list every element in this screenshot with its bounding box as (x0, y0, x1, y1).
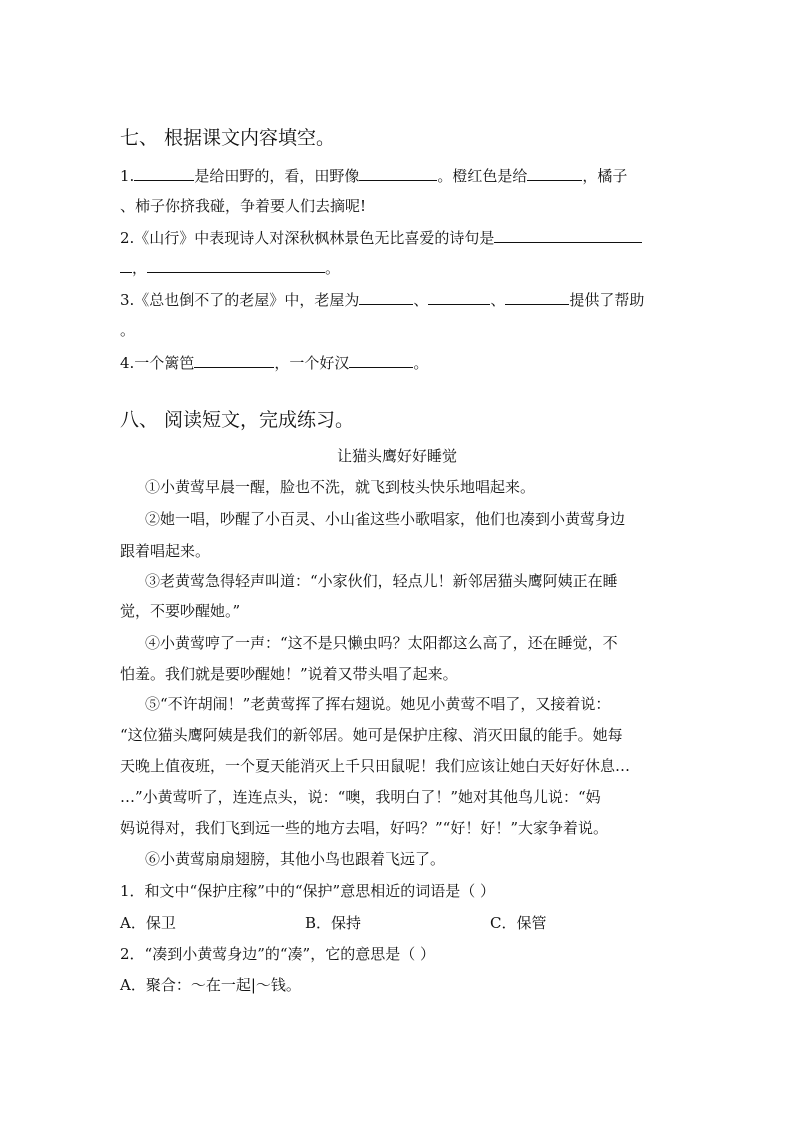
passage-line: “这位猫头鹰阿姨是我们的新邻居。她可是保护庄稼、消灭田鼠的能手。她每 (120, 726, 623, 744)
question-1: 1．和文中“保护庄稼”中的“保护”意思相近的词语是（ ） (120, 882, 495, 900)
fill-blank[interactable] (147, 258, 325, 273)
q7-3-line1: 3.《总也倒不了的老屋》中，老屋为 、 、 提供了帮助 (120, 291, 645, 309)
q7-2-line1: 2.《山行》中表现诗人对深秋枫林景色无比喜爱的诗句是 (120, 228, 680, 248)
passage-line: ④小黄莺哼了一声：“这不是只懒虫吗？太阳都这么高了，还在睡觉，不 (145, 634, 618, 652)
q7-3-line2: 。 (120, 321, 136, 339)
option-c[interactable]: C．保管 (490, 914, 547, 932)
section7-heading: 七、 根据课文内容填空。 (120, 127, 336, 149)
passage-line: 妈说得对，我们飞到远一些的地方去唱，好吗？”“好！好！”大家争着说。 (120, 819, 609, 837)
q7-2-line2: ， 。 (120, 258, 680, 278)
question-2: 2．“凑到小黄莺身边”的“凑”，它的意思是（ ） (120, 945, 435, 963)
q7-4-line: 4.一个篱笆 ，一个好汉 。 (120, 354, 429, 372)
q7-1-line2: 、柿子你挤我碰，争着要人们去摘呢! (120, 197, 367, 215)
passage-line: 觉，不要吵醒她。” (120, 602, 241, 620)
passage-line: ⑥小黄莺扇扇翅膀，其他小鸟也跟着飞远了。 (145, 850, 446, 868)
passage-line: …”小黄莺听了，连连点头，说：“噢，我明白了！”她对其他鸟儿说：“妈 (120, 788, 601, 806)
passage-line: ①小黄莺早晨一醒，脸也不洗，就飞到枝头快乐地唱起来。 (145, 478, 536, 496)
question-1-options (120, 913, 680, 933)
option-a[interactable]: A．保卫 (120, 914, 176, 932)
question-2-option-a[interactable]: A．聚合：～在一起|～钱。 (120, 976, 301, 994)
passage-line: ②她一唱，吵醒了小百灵、小山雀这些小歌唱家，他们也凑到小黄莺身边 (145, 510, 626, 528)
option-b[interactable]: B．保持 (305, 914, 362, 932)
fill-blank[interactable] (134, 166, 194, 181)
fill-blank[interactable] (428, 290, 490, 305)
fill-blank[interactable] (494, 228, 642, 243)
passage-line: ⑤“不许胡闹！”老黄莺挥了挥右翅说。她见小黄莺不唱了，又接着说： (145, 695, 611, 713)
fill-blank[interactable] (359, 166, 437, 181)
passage-line: 跟着唱起来。 (120, 542, 211, 560)
passage-title: 让猫头鹰好好睡觉 (336, 447, 457, 465)
section8-heading: 八、 阅读短文，完成练习。 (120, 409, 355, 431)
q7-1-line1: 1. 是给田野的，看，田野像 。橙红色是给 ，橘子 (120, 167, 628, 185)
fill-blank[interactable] (194, 353, 274, 368)
passage-line: ③老黄莺急得轻声叫道：“小家伙们，轻点儿！新邻居猫头鹰阿姨正在睡 (145, 572, 618, 590)
fill-blank[interactable] (120, 258, 132, 273)
fill-blank[interactable] (527, 166, 582, 181)
fill-blank[interactable] (505, 290, 569, 305)
fill-blank[interactable] (349, 353, 413, 368)
passage-line: 天晚上值夜班，一个夏天能消灭上千只田鼠呢！我们应该让她白天好好休息… (120, 757, 631, 775)
passage-line: 怕羞。我们就是要吵醒她！”说着又带头唱了起来。 (120, 665, 458, 683)
fill-blank[interactable] (359, 290, 413, 305)
